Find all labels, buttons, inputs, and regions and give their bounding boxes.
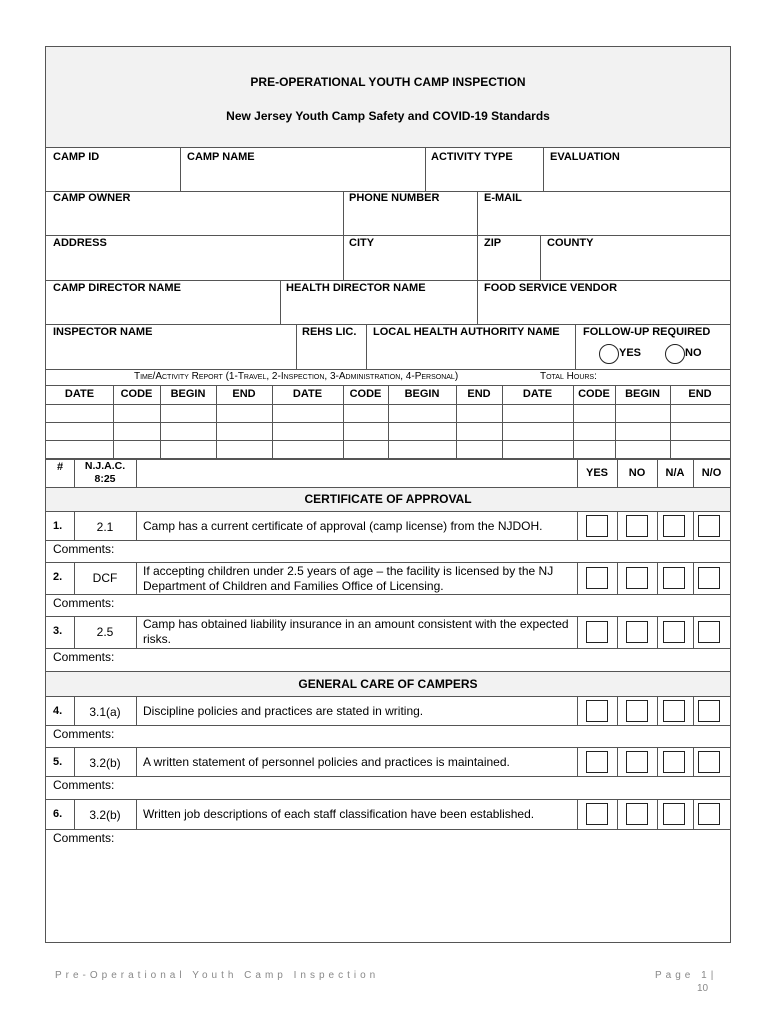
item-njac-code: 2.1 <box>96 520 114 534</box>
item-number: 6. <box>53 808 63 820</box>
camp-owner-field[interactable]: CAMP OWNER <box>53 192 131 204</box>
no-checkbox[interactable] <box>626 751 648 773</box>
item-njac-code: 2.5 <box>96 625 114 639</box>
no-column-header: NO <box>628 467 646 479</box>
address-field[interactable]: ADDRESS <box>53 237 107 249</box>
form-header-background <box>46 47 730 147</box>
item-number: 4. <box>53 705 63 717</box>
time-report-cell[interactable] <box>388 422 456 440</box>
zip-field[interactable]: ZIP <box>484 237 502 249</box>
not-observed-checkbox[interactable] <box>698 567 720 589</box>
rehs-license-field[interactable]: REHS LIC. <box>302 326 357 338</box>
time-report-column-header: CODE <box>120 388 153 400</box>
item-description: Discipline policies and practices are stated in writing. <box>143 704 424 718</box>
not-observed-checkbox[interactable] <box>698 621 720 643</box>
time-report-column-header: BEGIN <box>404 388 440 400</box>
item-number: 2. <box>53 571 63 583</box>
item-njac-code: 3.2(b) <box>89 808 121 822</box>
email-field[interactable]: E-MAIL <box>484 192 522 204</box>
time-report-cell[interactable] <box>160 440 216 458</box>
time-report-cell[interactable] <box>216 440 272 458</box>
activity-type-field[interactable]: ACTIVITY TYPE <box>431 151 513 163</box>
item-description: Camp has obtained liability insurance in an amount consistent with the expected risks. <box>143 617 569 646</box>
time-report-column-header: CODE <box>578 388 610 400</box>
njac-header-section: 8:25 <box>94 473 116 485</box>
evaluation-field[interactable]: EVALUATION <box>550 151 620 163</box>
time-report-column-header: DATE <box>64 388 95 400</box>
time-report-cell[interactable] <box>46 422 113 440</box>
time-report-cell[interactable] <box>615 422 670 440</box>
follow-up-yes-radio[interactable] <box>599 344 619 364</box>
follow-up-no-label: NO <box>685 347 702 359</box>
form-subtitle: New Jersey Youth Camp Safety and COVID-19 Standards <box>226 109 550 123</box>
camp-id-field[interactable]: CAMP ID <box>53 151 100 163</box>
comments-field[interactable] <box>126 649 726 670</box>
city-field[interactable]: CITY <box>349 237 375 249</box>
time-report-cell[interactable] <box>46 404 113 422</box>
time-report-cell[interactable] <box>46 440 113 458</box>
time-report-cell[interactable] <box>272 404 343 422</box>
comments-field[interactable] <box>126 726 726 746</box>
na-column-header: N/A <box>665 467 685 479</box>
comments-field[interactable] <box>126 777 726 798</box>
time-report-cell[interactable] <box>502 422 573 440</box>
yes-checkbox[interactable] <box>586 700 608 722</box>
time-report-cell[interactable] <box>388 440 456 458</box>
local-health-authority-field[interactable]: LOCAL HEALTH AUTHORITY NAME <box>373 326 560 338</box>
not-observed-checkbox[interactable] <box>698 803 720 825</box>
follow-up-no-radio[interactable] <box>665 344 685 364</box>
time-report-cell[interactable] <box>573 422 615 440</box>
item-number: 1. <box>53 520 63 532</box>
no-checkbox[interactable] <box>626 700 648 722</box>
no-checkbox[interactable] <box>626 621 648 643</box>
section-certificate-of-approval: CERTIFICATE OF APPROVAL <box>304 492 472 506</box>
follow-up-yes-label: YES <box>619 347 642 359</box>
footer-page-number: Page 1| <box>655 970 718 981</box>
time-report-cell[interactable] <box>160 422 216 440</box>
yes-checkbox[interactable] <box>586 567 608 589</box>
follow-up-required-label: FOLLOW-UP REQUIRED <box>583 326 711 338</box>
camp-director-field[interactable]: CAMP DIRECTOR NAME <box>53 282 181 294</box>
time-report-cell[interactable] <box>615 404 670 422</box>
camp-name-field[interactable]: CAMP NAME <box>187 151 255 163</box>
time-report-cell[interactable] <box>615 440 670 458</box>
time-report-cell[interactable] <box>113 422 160 440</box>
no-checkbox[interactable] <box>626 567 648 589</box>
na-checkbox[interactable] <box>663 567 685 589</box>
item-description: If accepting children under 2.5 years of age – the facility is licensed by the NJ Department of Children and Families Office of Licensing. <box>143 564 554 593</box>
yes-column-header: YES <box>585 467 608 479</box>
time-report-cell[interactable] <box>502 440 573 458</box>
time-report-column-header: CODE <box>349 388 382 400</box>
comments-label: Comments: <box>53 596 115 610</box>
time-report-cell[interactable] <box>456 422 502 440</box>
time-report-column-header: END <box>232 388 256 400</box>
na-checkbox[interactable] <box>663 700 685 722</box>
item-description: A written statement of personnel policies and practices is maintained. <box>143 755 510 769</box>
section-general-care-of-campers: GENERAL CARE OF CAMPERS <box>298 677 478 691</box>
na-checkbox[interactable] <box>663 803 685 825</box>
yes-checkbox[interactable] <box>586 751 608 773</box>
not-observed-checkbox[interactable] <box>698 751 720 773</box>
footer-document-title: Pre-Operational Youth Camp Inspection <box>55 970 380 981</box>
not-observed-checkbox[interactable] <box>698 700 720 722</box>
time-report-column-header: DATE <box>292 388 323 400</box>
yes-checkbox[interactable] <box>586 621 608 643</box>
footer-page-total: 10 <box>697 983 709 994</box>
na-checkbox[interactable] <box>663 621 685 643</box>
item-njac-code: 3.2(b) <box>89 756 121 770</box>
inspection-form <box>45 46 731 943</box>
time-report-cell[interactable] <box>343 440 388 458</box>
comments-field[interactable] <box>126 541 726 561</box>
time-report-column-header: END <box>467 388 491 400</box>
item-number: 5. <box>53 756 63 768</box>
time-report-cell[interactable] <box>272 440 343 458</box>
yes-checkbox[interactable] <box>586 803 608 825</box>
time-report-cell[interactable] <box>343 422 388 440</box>
time-report-cell[interactable] <box>456 440 502 458</box>
time-report-cell[interactable] <box>670 404 730 422</box>
time-report-cell[interactable] <box>113 440 160 458</box>
comments-label: Comments: <box>53 542 115 556</box>
time-report-cell[interactable] <box>272 422 343 440</box>
phone-number-field[interactable]: PHONE NUMBER <box>349 192 440 204</box>
item-njac-code: 3.1(a) <box>89 705 121 719</box>
comments-label: Comments: <box>53 727 115 741</box>
total-hours-label: Total Hours: <box>540 371 597 382</box>
comments-label: Comments: <box>53 650 115 664</box>
item-number-header: # <box>56 461 64 473</box>
time-report-column-header: DATE <box>522 388 553 400</box>
item-description: Written job descriptions of each staff classification have been established. <box>143 807 535 821</box>
time-report-cell[interactable] <box>216 422 272 440</box>
time-report-column-header: BEGIN <box>625 388 660 400</box>
county-field[interactable]: COUNTY <box>547 237 594 249</box>
time-report-cell[interactable] <box>670 422 730 440</box>
comments-field[interactable] <box>126 830 726 848</box>
time-report-cell[interactable] <box>160 404 216 422</box>
time-report-cell[interactable] <box>573 404 615 422</box>
njac-header: N.J.A.C. <box>84 460 126 472</box>
time-report-column-header: END <box>688 388 712 400</box>
comments-label: Comments: <box>53 831 115 845</box>
item-njac-code: DCF <box>92 571 118 585</box>
time-report-cell[interactable] <box>343 404 388 422</box>
form-title: PRE-OPERATIONAL YOUTH CAMP INSPECTION <box>250 75 526 89</box>
na-checkbox[interactable] <box>663 751 685 773</box>
time-report-cell[interactable] <box>216 404 272 422</box>
not-observed-checkbox[interactable] <box>698 515 720 537</box>
time-report-cell[interactable] <box>113 404 160 422</box>
time-activity-report-title: Time/Activity Report (1-Travel, 2-Inspection, 3-Administration, 4-Personal) <box>134 371 459 382</box>
item-number: 3. <box>53 625 63 637</box>
na-checkbox[interactable] <box>663 515 685 537</box>
food-vendor-field[interactable]: FOOD SERVICE VENDOR <box>484 282 618 294</box>
time-report-cell[interactable] <box>573 440 615 458</box>
item-description: Camp has a current certificate of approval (camp license) from the NJDOH. <box>143 519 543 533</box>
time-report-cell[interactable] <box>670 440 730 458</box>
time-report-cell[interactable] <box>456 404 502 422</box>
health-director-field[interactable]: HEALTH DIRECTOR NAME <box>286 282 426 294</box>
yes-checkbox[interactable] <box>586 515 608 537</box>
time-report-cell[interactable] <box>388 404 456 422</box>
time-report-cell[interactable] <box>502 404 573 422</box>
comments-label: Comments: <box>53 778 115 792</box>
no-column-header-observed: N/O <box>701 467 722 479</box>
inspector-name-field[interactable]: INSPECTOR NAME <box>53 326 153 338</box>
no-checkbox[interactable] <box>626 803 648 825</box>
comments-field[interactable] <box>126 595 726 615</box>
no-checkbox[interactable] <box>626 515 648 537</box>
time-report-column-header: BEGIN <box>170 388 206 400</box>
